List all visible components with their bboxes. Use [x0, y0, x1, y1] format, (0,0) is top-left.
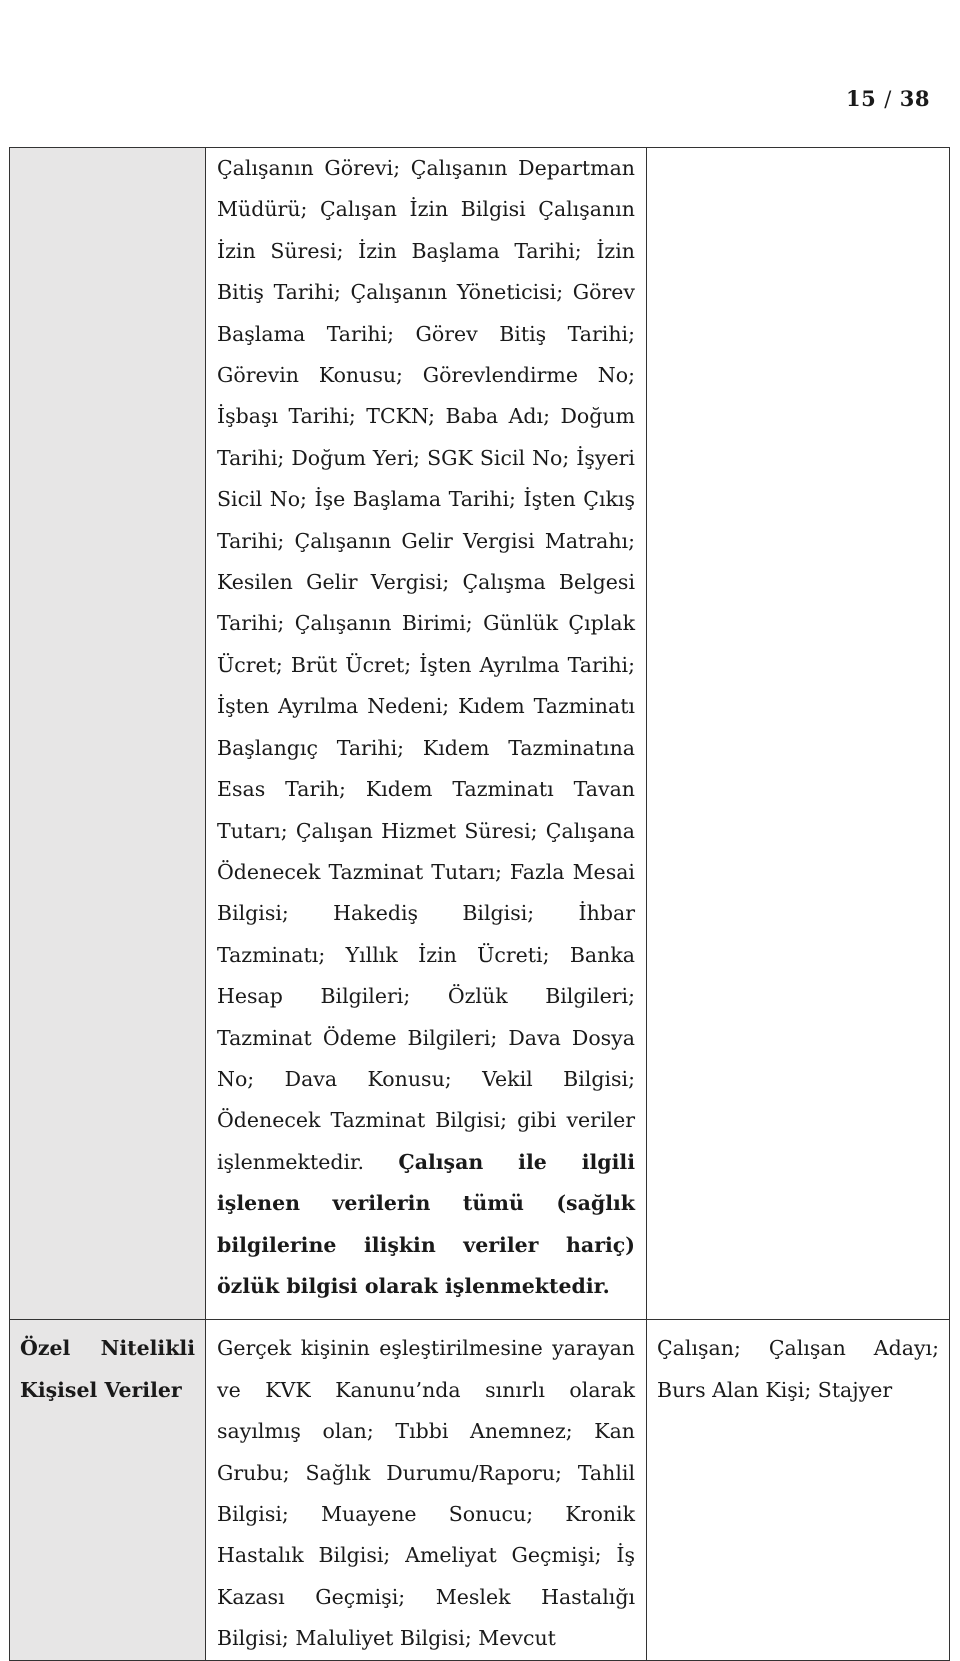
page-number: [846, 86, 930, 111]
category-cell: [10, 148, 206, 1320]
personal-data-table: [9, 147, 950, 1661]
page-total: 38: [899, 86, 930, 111]
description-bold-note: Çalışan ile ilgili işlenen verilerin tümü (sağlık bilgilerine ilişkin veriler hariç) özlük bilgisi olarak işlenmektedir.: [217, 1149, 635, 1298]
table-row: [10, 1320, 950, 1660]
data-subjects-cell: Çalışan; Çalışan Adayı; Burs Alan Kişi; Stajyer: [647, 1320, 950, 1660]
description-text: Gerçek kişinin eşleştirilmesine yarayan ve KVK Kanunu’nda sınırlı olarak sayılmış olan; Tıbbi Anemnez; Kan Grubu; Sağlık Durumu/Raporu; Tahlil Bilgisi; Muayene Sonucu; Kronik Hastalık Bilgisi; Ameliyat Geçmişi; İş Kazası Geçmişi; Meslek Hastalığı Bilgisi; Maluliyet Bilgisi; Mevcut: [217, 1336, 635, 1651]
description-cell: [206, 148, 647, 1320]
description-text: Çalışanın Görevi; Çalışanın Departman Müdürü; Çalışan İzin Bilgisi Çalışanın İzin Süresi; İzin Başlama Tarihi; İzin Bitiş Tarihi; Çalışanın Yöneticisi; Görev Başlama Tarihi; Görev Bitiş Tarihi; Görevin Konusu; Görevlendirme No; İşbaşı Tarihi; TCKN; Baba Adı; Doğum Tarihi; Doğum Yeri; SGK Sicil No; İşyeri Sicil No; İşe Başlama Tarihi; İşten Çıkış Tarihi; Çalışanın Gelir Vergisi Matrahı; Kesilen Gelir Vergisi; Çalışma Belgesi Tarihi; Çalışanın Birimi; Günlük Çıplak Ücret; Brüt Ücret; İşten Ayrılma Tarihi; İşten Ayrılma Nedeni; Kıdem Tazminatı Başlangıç Tarihi; Kıdem Tazminatına Esas Tarih; Kıdem Tazminatı Tavan Tutarı; Çalışan Hizmet Süresi; Çalışana Ödenecek Tazminat Tutarı; Fazla Mesai Bilgisi; Hakediş Bilgisi; İhbar Tazminatı; Yıllık İzin Ücreti; Banka Hesap Bilgileri; Özlük Bilgileri; Tazminat Ödeme Bilgileri; Dava Dosya No; Dava Konusu; Vekil Bilgisi; Ödenecek Tazminat Bilgisi; gibi veriler işlenmektedir.: [217, 156, 635, 1174]
table-row: [10, 148, 950, 1320]
data-subjects-cell: [647, 148, 950, 1320]
description-cell: [206, 1320, 647, 1660]
page-separator: /: [884, 87, 892, 111]
category-cell: Özel Nitelikli Kişisel Veriler: [10, 1320, 206, 1660]
page-current: 15: [845, 86, 877, 111]
